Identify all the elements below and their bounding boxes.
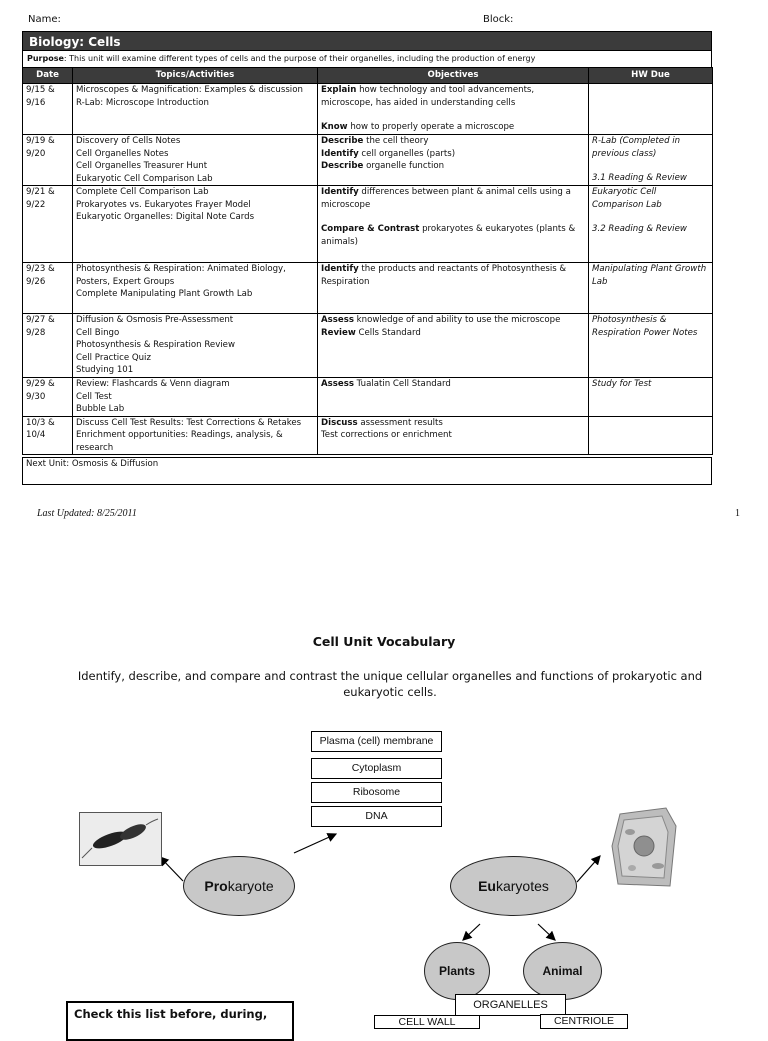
vocab-box-membrane: Plasma (cell) membrane	[311, 731, 442, 752]
topic-line: Cell Practice Quiz	[76, 352, 151, 363]
purpose-label: Purpose	[27, 54, 64, 63]
last-updated: Last Updated: 8/25/2011	[37, 508, 137, 519]
bacteria-image	[79, 812, 162, 866]
date-line: 9/16	[26, 97, 46, 108]
hw-line: Photosynthesis & Respiration Power Notes	[592, 315, 698, 338]
topic-line: Microscopes & Magnification: Examples & discussion	[76, 85, 303, 95]
name-label: Name:	[28, 14, 61, 25]
topic-line: Diffusion & Osmosis Pre-Assessment	[76, 315, 234, 325]
animal-cell-image	[610, 806, 678, 890]
arrow-to-plants	[463, 924, 480, 940]
hw-line: 3.1 Reading & Review	[592, 173, 687, 183]
date-line: 9/26	[26, 276, 46, 287]
objective-line: Know how to properly operate a microscope	[321, 122, 515, 132]
col-header-hw: HW Due	[589, 68, 713, 84]
objective-line: Identify differences between plant & animal cells using a microscope	[321, 187, 571, 210]
arrow-eukaryote-to-image	[577, 856, 600, 882]
unit-title: Biology: Cells	[22, 31, 712, 51]
topic-line: Cell Organelles Notes	[76, 148, 169, 159]
organelles-box: ORGANELLES	[455, 994, 566, 1016]
purpose-text: : This unit will examine different types of cells and the purpose of their organelles, including the production of energy	[63, 54, 536, 63]
topic-line: Cell Bingo	[76, 327, 120, 338]
topic-line: Photosynthesis & Respiration: Animated Biology, Posters, Expert Groups	[76, 264, 286, 287]
objective-line: Assess Tualatin Cell Standard	[321, 379, 451, 389]
objective-line: Discuss assessment results	[321, 417, 443, 428]
next-unit: Next Unit: Osmosis & Diffusion	[22, 457, 712, 485]
arrow-to-animal	[538, 924, 555, 940]
topic-line: Bubble Lab	[76, 404, 125, 414]
topic-line: Enrichment opportunities: Readings, analysis, & research	[76, 430, 283, 453]
col-header-date: Date	[23, 68, 73, 84]
col-header-topics: Topics/Activities	[73, 68, 318, 84]
plants-node: Plants	[424, 942, 490, 1000]
date-line: 9/29 &	[26, 379, 55, 389]
cell-wall-box: CELL WALL	[374, 1015, 480, 1029]
col-header-objectives: Objectives	[318, 68, 589, 84]
objective-line: Compare & Contrast prokaryotes & eukaryotes (plants & animals)	[321, 224, 576, 247]
objective-line: Test corrections or enrichment	[321, 430, 452, 440]
hw-line: Eukaryotic Cell Comparison Lab	[592, 187, 662, 210]
vocab-box-ribosome: Ribosome	[311, 782, 442, 803]
topic-line: Eukaryotic Cell Comparison Lab	[76, 173, 213, 184]
date-line: 9/28	[26, 327, 46, 338]
vocab-title: Cell Unit Vocabulary	[312, 634, 456, 649]
vocab-box-cytoplasm: Cytoplasm	[311, 758, 442, 779]
date-line: 9/20	[26, 148, 46, 159]
animal-cell-icon	[610, 806, 678, 890]
date-line: 9/30	[26, 391, 46, 402]
bacteria-icon	[80, 813, 161, 865]
date-line: 10/3 &	[26, 417, 55, 428]
centriole-box: CENTRIOLE	[540, 1014, 628, 1029]
objective-line: Review Cells Standard	[321, 327, 421, 338]
eukaryote-node: Eukaryotes	[450, 856, 577, 916]
objective-line: Assess knowledge of and ability to use the microscope	[321, 315, 561, 325]
hw-line: 3.2 Reading & Review	[592, 224, 687, 234]
topic-line: R-Lab: Microscope Introduction	[76, 97, 209, 108]
hw-line: Study for Test	[592, 379, 652, 389]
topic-line: Studying 101	[76, 365, 134, 375]
date-line: 9/15 &	[26, 85, 55, 95]
checklist-note: Check this list before, during,	[66, 1001, 294, 1041]
topic-line: Photosynthesis & Respiration Review	[76, 340, 235, 350]
topic-line: Cell Organelles Treasurer Hunt	[76, 161, 208, 171]
date-line: 9/19 &	[26, 136, 55, 146]
objective-line: Identify the products and reactants of Photosynthesis & Respiration	[321, 264, 567, 287]
objective-line: Describe organelle function	[321, 161, 445, 171]
objective-line: Describe the cell theory	[321, 136, 429, 146]
objective-line: Identify cell organelles (parts)	[321, 148, 456, 159]
date-line: 9/22	[26, 199, 46, 210]
vocab-box-dna: DNA	[311, 806, 442, 827]
date-line: 10/4	[26, 430, 46, 440]
prokaryote-node: Prokaryote	[183, 856, 295, 916]
hw-line: R-Lab (Completed in previous class)	[592, 136, 681, 159]
topic-line: Prokaryotes vs. Eukaryotes Frayer Model	[76, 199, 251, 210]
arrow-prokaryote-to-list	[294, 834, 336, 853]
hw-line: Manipulating Plant Growth Lab	[592, 264, 707, 287]
date-line: 9/21 &	[26, 187, 55, 197]
block-label: Block:	[483, 14, 514, 25]
page-number: 1	[735, 508, 740, 519]
topic-line: Cell Test	[76, 391, 112, 402]
vocab-subtitle: Identify, describe, and compare and contrast the unique cellular organelles and functions of prokaryotic and eukaryotic cells.	[77, 669, 703, 699]
topic-line: Discovery of Cells Notes	[76, 136, 181, 146]
objective-line: Explain how technology and tool advancements, microscope, has aided in understanding cells	[321, 85, 535, 108]
topic-line: Review: Flashcards & Venn diagram	[76, 379, 230, 389]
animal-node: Animal	[523, 942, 602, 1000]
topic-line: Eukaryotic Organelles: Digital Note Cards	[76, 212, 255, 222]
date-line: 9/27 &	[26, 315, 55, 325]
topic-line: Complete Cell Comparison Lab	[76, 187, 209, 197]
topic-line: Complete Manipulating Plant Growth Lab	[76, 289, 253, 299]
topic-line: Discuss Cell Test Results: Test Corrections & Retakes	[76, 417, 302, 428]
arrow-prokaryote-to-image	[160, 857, 183, 881]
date-line: 9/23 &	[26, 264, 55, 274]
